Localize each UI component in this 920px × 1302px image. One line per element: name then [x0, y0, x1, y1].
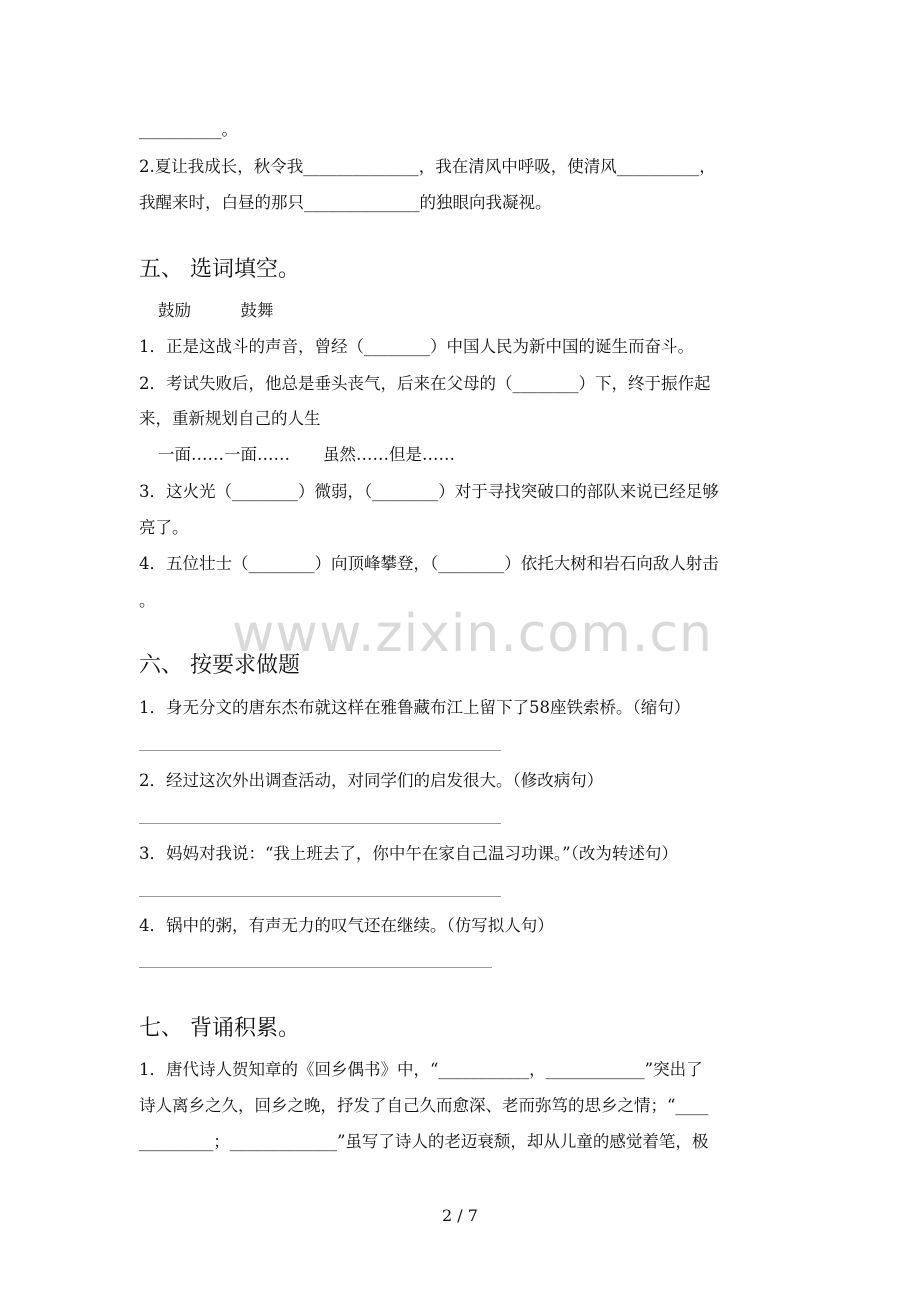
- watermark: www.zixin.com.cn: [232, 604, 713, 664]
- section-6-heading: 六、 按要求做题: [139, 653, 300, 678]
- section-5-question-2-line-1: 2．考试失败后，他总是垂头丧气，后来在父母的（________）下，终于振作起: [139, 374, 711, 393]
- section-5-question-3-line-2: 亮了。: [139, 518, 189, 537]
- section-6-question-3: 3．妈妈对我说：“我上班去了，你中午在家自己温习功课。”（改为转述句）: [139, 844, 678, 863]
- answer-line-1: [139, 750, 501, 751]
- poem-question-2-line-2: 我醒来时，白昼的那只______________的独眼向我凝视。: [139, 193, 552, 212]
- answer-line-3: [139, 896, 501, 897]
- section-7-heading: 七、 背诵积累。: [139, 1016, 300, 1041]
- section-5-question-4-line-2: 。: [139, 591, 156, 610]
- section-7-question-1-line-1: 1．唐代诗人贺知章的《回乡偶书》中，“___________，____________”突出了: [139, 1060, 703, 1079]
- section-6-question-4: 4．锅中的粥，有声无力的叹气还在继续。（仿写拟人句）: [139, 916, 554, 935]
- section-6-question-1: 1．身无分文的唐东杰布就这样在雅鲁藏布江上留下了58座铁索桥。（缩句）: [139, 698, 691, 717]
- page-number: 2 / 7: [442, 1206, 478, 1225]
- section-7-question-1-line-2: 诗人离乡之久，回乡之晚，抒发了自己久而愈深、老而弥笃的思乡之情；“____: [139, 1096, 709, 1115]
- section-5-question-4-line-1: 4．五位壮士（________）向顶峰攀登，（________）依托大树和岩石向敌人射击: [139, 554, 719, 573]
- answer-line-4: [139, 967, 492, 968]
- section-5-heading: 五、 选词填空。: [139, 257, 300, 282]
- poem-question-2-line-1: 2.夏让我成长，秋令我______________，我在清风中呼吸，使清风__________，: [139, 157, 716, 176]
- answer-line-2: [139, 823, 501, 824]
- word-choices-1: 鼓励 鼓舞: [158, 301, 274, 320]
- section-6-question-2: 2．经过这次外出调查活动，对同学们的启发很大。（修改病句）: [139, 771, 604, 790]
- word-choices-2: 一面……一面…… 虽然……但是……: [158, 445, 455, 464]
- section-5-question-3-line-1: 3．这火光（________）微弱，（________）对于寻找突破口的部队来说已经足够: [139, 482, 719, 501]
- fill-line-0: __________。: [139, 120, 238, 139]
- section-7-question-1-line-3: _________；_____________”虽写了诗人的老迈衰颓，却从儿童的感觉着笔，极: [139, 1132, 709, 1151]
- section-5-question-2-line-2: 来，重新规划自己的人生: [139, 409, 321, 428]
- section-5-question-1: 1．正是这战斗的声音，曾经（________）中国人民为新中国的诞生而奋斗。: [139, 337, 694, 356]
